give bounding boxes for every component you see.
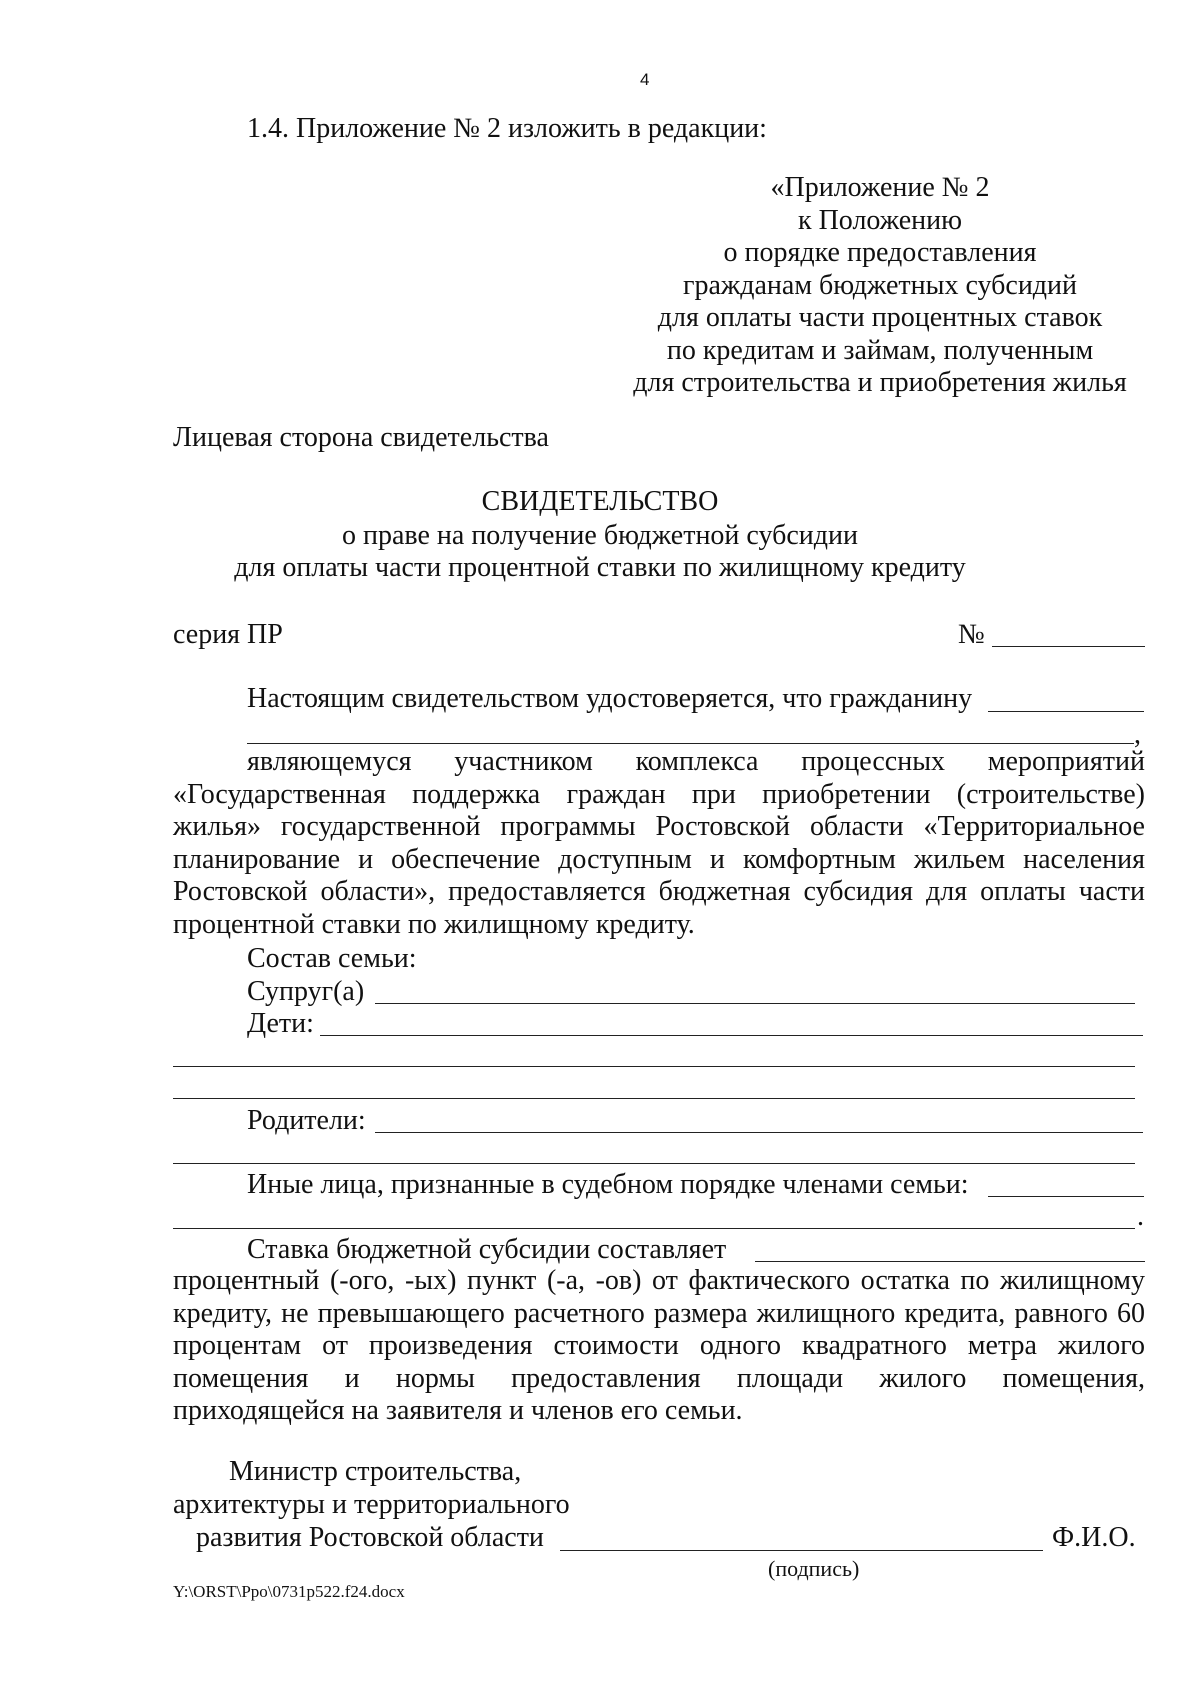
body-line: являющемуся участником комплекса процессных мероприятий: [247, 746, 1145, 777]
face-side-label: Лицевая сторона свидетельства: [173, 422, 549, 453]
spouse-label: Супруг(а): [247, 976, 365, 1007]
children-field-3[interactable]: [173, 1098, 1135, 1099]
rate-line: процентный (-ого, -ых) пункт (-а, -ов) от фактического остатка по жилищному: [173, 1265, 1145, 1296]
citizen-name-field[interactable]: [988, 711, 1144, 712]
page-number: 4: [640, 70, 650, 89]
rate-line: процентам от произведения стоимости одного квадратного метра жилого: [173, 1330, 1145, 1362]
signatory-line: развития Ростовской области: [196, 1522, 544, 1553]
spouse-field[interactable]: [375, 1003, 1135, 1004]
citizen-name-field-2[interactable]: [247, 743, 1134, 744]
signatory-line: Министр строительства,: [229, 1456, 522, 1487]
comma: ,: [1134, 719, 1141, 750]
children-label: Дети:: [247, 1008, 314, 1039]
body-line: процентной ставки по жилищному кредиту.: [173, 908, 695, 940]
others-field-2[interactable]: [173, 1228, 1135, 1229]
appendix-header: [620, 172, 1140, 400]
rate-line: приходящейся на заявителя и членов его семьи.: [173, 1395, 743, 1427]
family-label: Состав семьи:: [247, 943, 417, 974]
body-line: жилья» государственной программы Ростовской области «Территориальное: [173, 811, 1145, 843]
rate-field[interactable]: [755, 1261, 1145, 1262]
appendix-line: «Приложение № 2: [770, 172, 990, 203]
parents-field[interactable]: [375, 1132, 1143, 1133]
others-label: Иные лица, признанные в судебном порядке членами семьи:: [247, 1169, 969, 1200]
appendix-line: к Положению: [797, 204, 963, 236]
signature-field[interactable]: [560, 1550, 1043, 1551]
series-label: серия ПР: [173, 619, 283, 650]
intro-line: 1.4. Приложение № 2 изложить в редакции:: [247, 113, 767, 144]
rate-line: помещения и нормы предоставления площади жилого помещения,: [173, 1362, 1145, 1394]
file-path: Y:\ORST\Ppo\0731p522.f24.docx: [173, 1582, 405, 1601]
appendix-line: гражданам бюджетных субсидий: [682, 269, 1078, 301]
others-field[interactable]: [988, 1196, 1144, 1197]
rate-label: Ставка бюджетной субсидии составляет: [247, 1234, 727, 1265]
appendix-line: для оплаты части процентных ставок: [657, 302, 1103, 333]
signatory-line: архитектуры и территориального: [173, 1489, 570, 1520]
body-line: Ростовской области», предоставляется бюджетная субсидия для оплаты части: [173, 876, 1145, 908]
signature-caption: (подпись): [768, 1556, 860, 1581]
document-subtitle: для оплаты части процентной ставки по жилищному кредиту: [234, 552, 966, 583]
period: .: [1137, 1201, 1144, 1232]
parents-field-2[interactable]: [173, 1163, 1135, 1164]
body-line: планирование и обеспечение доступным и комфортным жильем населения: [173, 843, 1145, 875]
document-subtitle: о праве на получение бюджетной субсидии: [342, 520, 858, 551]
body-paragraph: [173, 746, 1145, 942]
appendix-line: по кредитам и займам, полученным: [666, 334, 1094, 366]
number-field[interactable]: [992, 646, 1145, 647]
children-field-2[interactable]: [173, 1066, 1135, 1067]
children-field[interactable]: [320, 1035, 1143, 1036]
appendix-line: о порядке предоставления: [723, 237, 1037, 268]
certify-text: Настоящим свидетельством удостоверяется, что гражданину: [247, 683, 973, 714]
number-label: №: [958, 619, 985, 650]
parents-label: Родители:: [247, 1105, 366, 1136]
fio-label: Ф.И.О.: [1052, 1522, 1136, 1553]
rate-line: кредиту, не превышающего расчетного размера жилищного кредита, равного 60: [173, 1297, 1145, 1329]
body-line: «Государственная поддержка граждан при приобретении (строительстве): [173, 778, 1145, 810]
document-title: СВИДЕТЕЛЬСТВО: [481, 486, 719, 517]
rate-paragraph: [173, 1265, 1145, 1428]
appendix-line: для строительства и приобретения жилья: [633, 367, 1127, 398]
